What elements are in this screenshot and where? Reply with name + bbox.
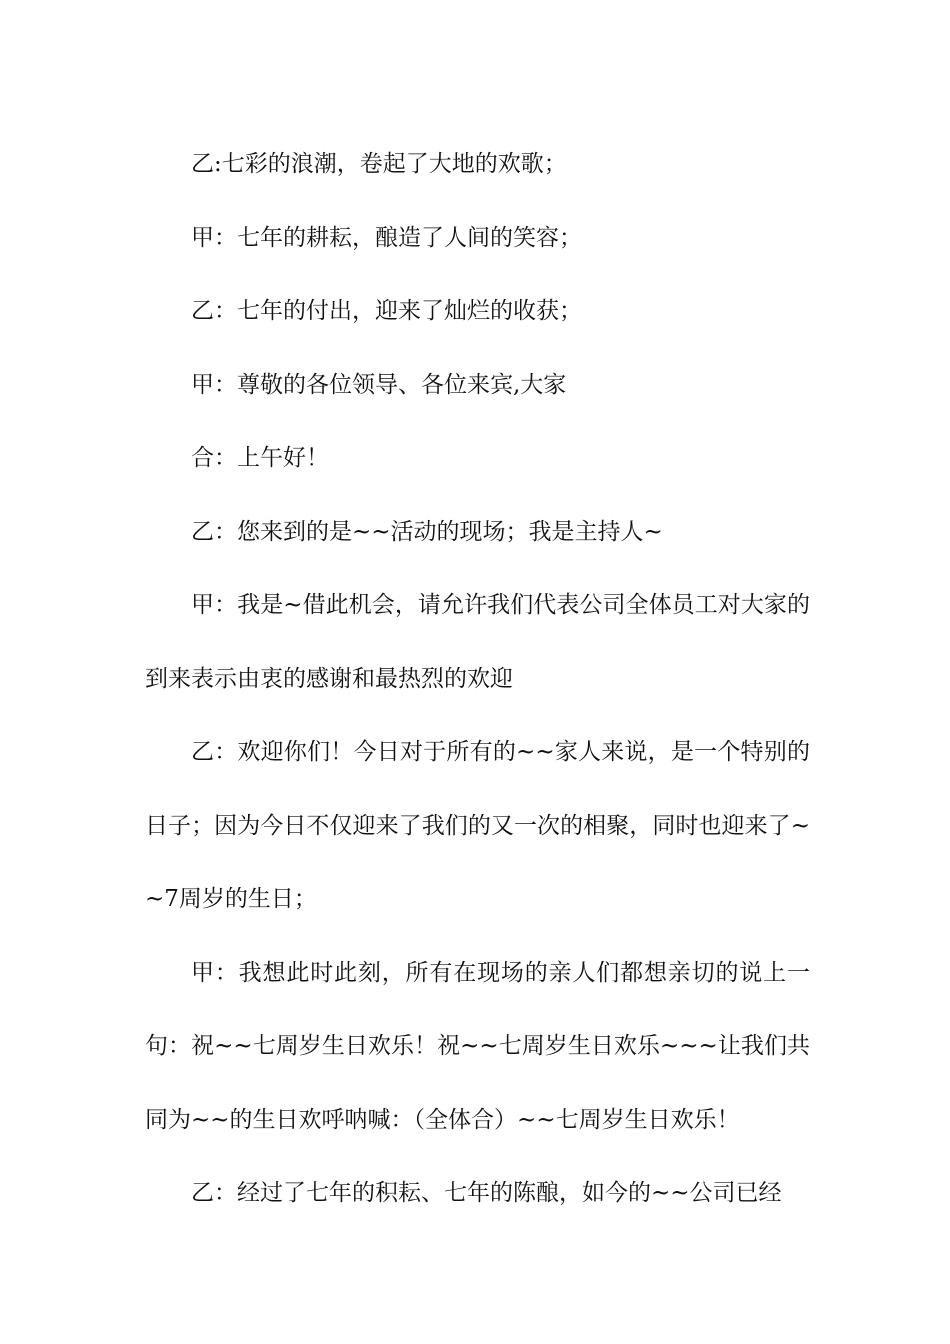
paragraph-8: 乙：欢迎你们！今日对于所有的~~家人来说，是一个特别的日子；因为今日不仅迎来了我们的又一次的相聚，同时也迎来了~~7周岁的生日； <box>145 739 810 912</box>
paragraph-4: 甲：尊敬的各位领导、各位来宾,大家 <box>191 371 567 398</box>
paragraph-7: 甲：我是~借此机会，请允许我们代表公司全体员工对大家的到来表示由衷的感谢和最热烈的欢迎 <box>145 592 810 692</box>
paragraph-2: 甲：七年的耕耘，酿造了人间的笑容； <box>191 224 582 251</box>
paragraph-3: 乙：七年的付出，迎来了灿烂的收获； <box>191 298 582 324</box>
paragraph-9: 甲：我想此时此刻，所有在现场的亲人们都想亲切的说上一句：祝~~七周岁生日欢乐！祝~~七周岁生日欢乐~~~让我们共同为~~的生日欢呼呐喊：（全体合）~~七周岁生日欢乐！ <box>145 959 810 1133</box>
paragraph-5: 合：上午好！ <box>191 445 329 471</box>
script-text <box>145 128 810 1231</box>
paragraph-6: 乙：您来到的是~~活动的现场；我是主持人~ <box>191 518 663 545</box>
paragraph-1: 乙:七彩的浪潮，卷起了大地的欢歌； <box>191 151 567 177</box>
paragraph-10: 乙：经过了七年的积耘、七年的陈酿，如今的~~公司已经 <box>191 1180 782 1206</box>
